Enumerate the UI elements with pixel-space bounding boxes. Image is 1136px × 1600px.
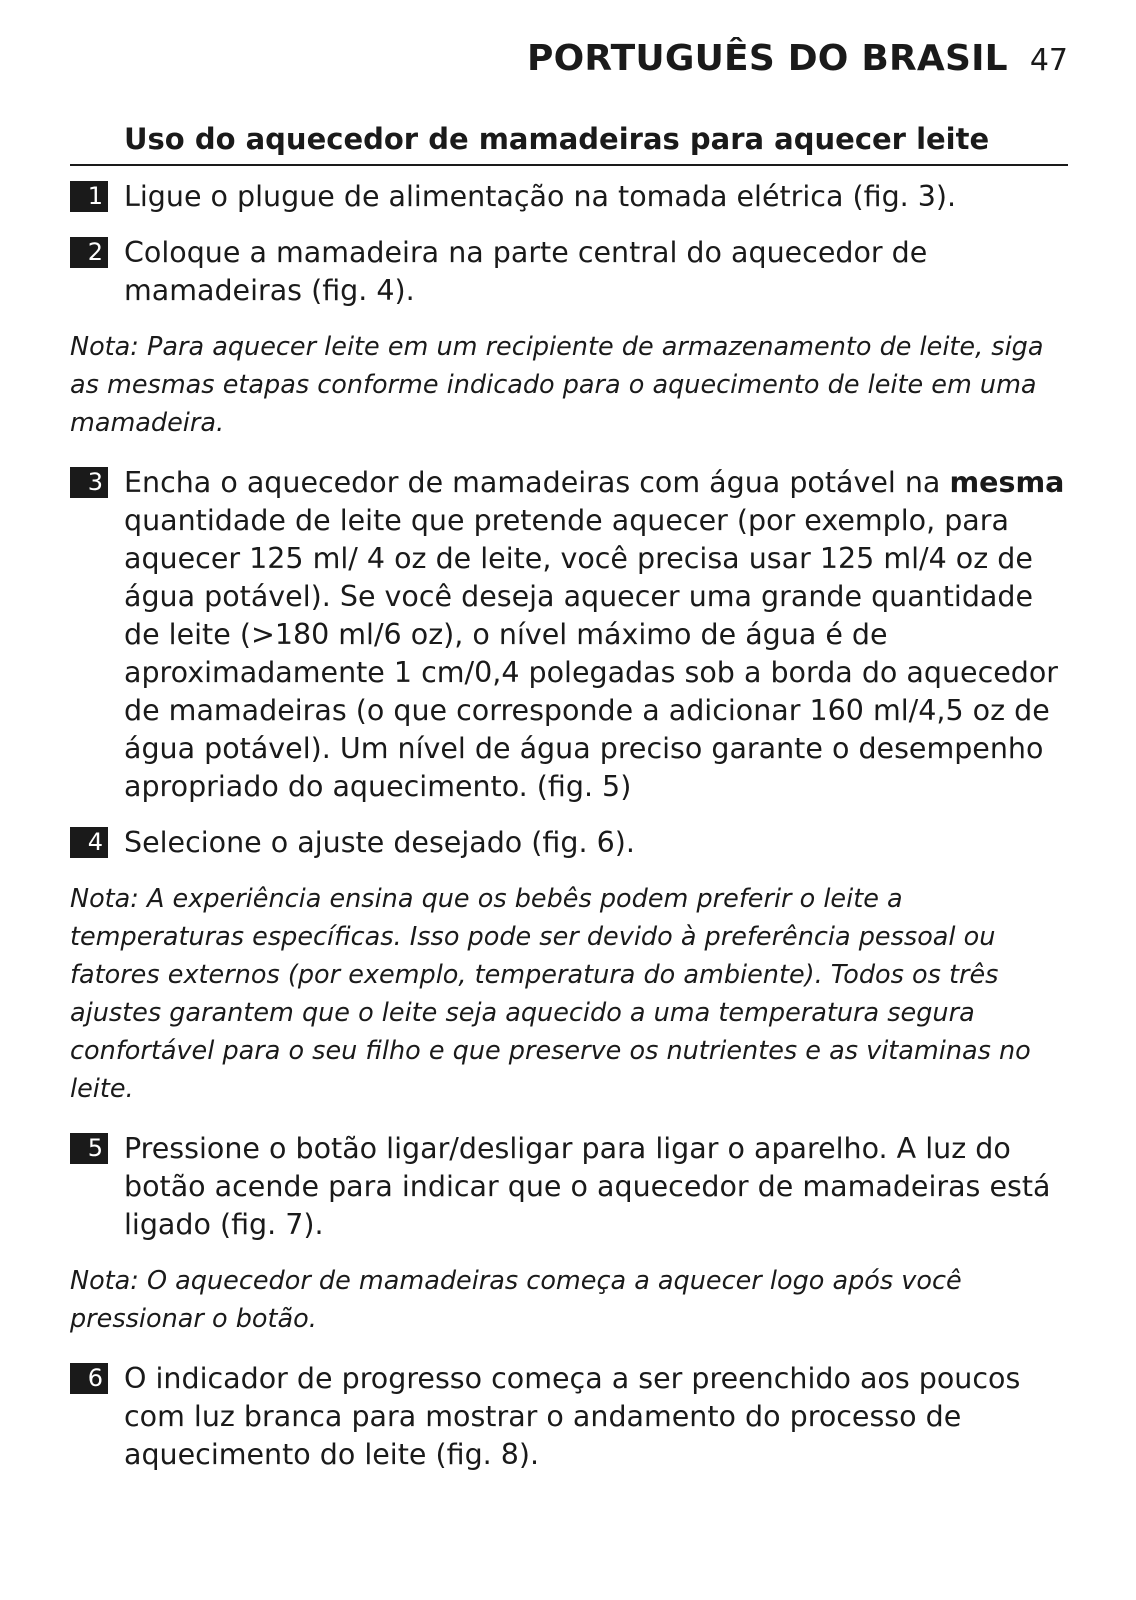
step-number-badge: 1 — [70, 181, 108, 212]
step-text: O indicador de progresso começa a ser preenchido aos poucos com luz branca para mostrar o andamento do processo de aquecimento do leite (fig. 8). — [124, 1362, 1021, 1471]
language-heading: PORTUGUÊS DO BRASIL — [526, 38, 1008, 79]
step-text — [124, 464, 1068, 806]
step-number-badge: 4 — [70, 827, 108, 858]
step-text: Coloque a mamadeira na parte central do aquecedor de mamadeiras (fig. 4). — [124, 236, 928, 307]
step-number-badge: 3 — [70, 467, 108, 498]
step-2 — [70, 234, 1068, 310]
step-5 — [70, 1130, 1068, 1244]
step-text: Pressione o botão ligar/desligar para ligar o aparelho. A luz do botão acende para indicar que o aquecedor de mamadeiras está ligado (fig. 7). — [124, 1132, 1051, 1241]
step-6 — [70, 1360, 1068, 1474]
step-number-badge: 5 — [70, 1133, 108, 1164]
step-number-badge: 2 — [70, 237, 108, 268]
page-header — [527, 38, 1068, 79]
step-text-bold: mesma — [949, 466, 1065, 499]
section-title-text: Uso do aquecedor de mamadeiras para aquecer leite — [124, 122, 990, 156]
section-title — [70, 122, 1068, 166]
note-1: Nota: Para aquecer leite em um recipiente de armazenamento de leite, siga as mesmas etapas conforme indicado para o aquecimento de leite em uma mamadeira. — [70, 332, 1044, 438]
page-number: 47 — [1029, 43, 1068, 78]
instructions — [70, 178, 1068, 1492]
note-3: Nota: O aquecedor de mamadeiras começa a aquecer logo após você pressionar o botão. — [70, 1266, 962, 1334]
step-3 — [70, 464, 1068, 806]
step-4 — [70, 824, 1068, 862]
step-text-before: Encha o aquecedor de mamadeiras com água potável na — [124, 466, 950, 499]
step-number-badge: 6 — [70, 1363, 108, 1394]
step-text: Ligue o plugue de alimentação na tomada elétrica (fig. 3). — [124, 180, 957, 213]
step-text: Selecione o ajuste desejado (fig. 6). — [124, 826, 635, 859]
step-1 — [70, 178, 1068, 216]
note-2: Nota: A experiência ensina que os bebês podem preferir o leite a temperaturas específicas. Isso pode ser devido à preferência pessoal ou fatores externos (por exemplo, temperatura do ambiente). Todos os três ajustes garantem que o leite seja aquecido a uma temperatura segura confortável para o seu filho e que preserve os nutrientes e as vitaminas no leite. — [70, 884, 1031, 1104]
step-text-after: quantidade de leite que pretende aquecer (por exemplo, para aquecer 125 ml/ 4 oz de leite, você precisa usar 125 ml/4 oz de água potável). Se você deseja aquecer uma grande quantidade de leite (>180 ml/6 oz), o nível máximo de água é de aproximadamente 1 cm/0,4 polegadas sob a borda do aquecedor de mamadeiras (o que corresponde a adicionar 160 ml/4,5 oz de água potável). Um nível de água preciso garante o desempenho apropriado do aquecimento. (fig. 5) — [124, 504, 1059, 803]
